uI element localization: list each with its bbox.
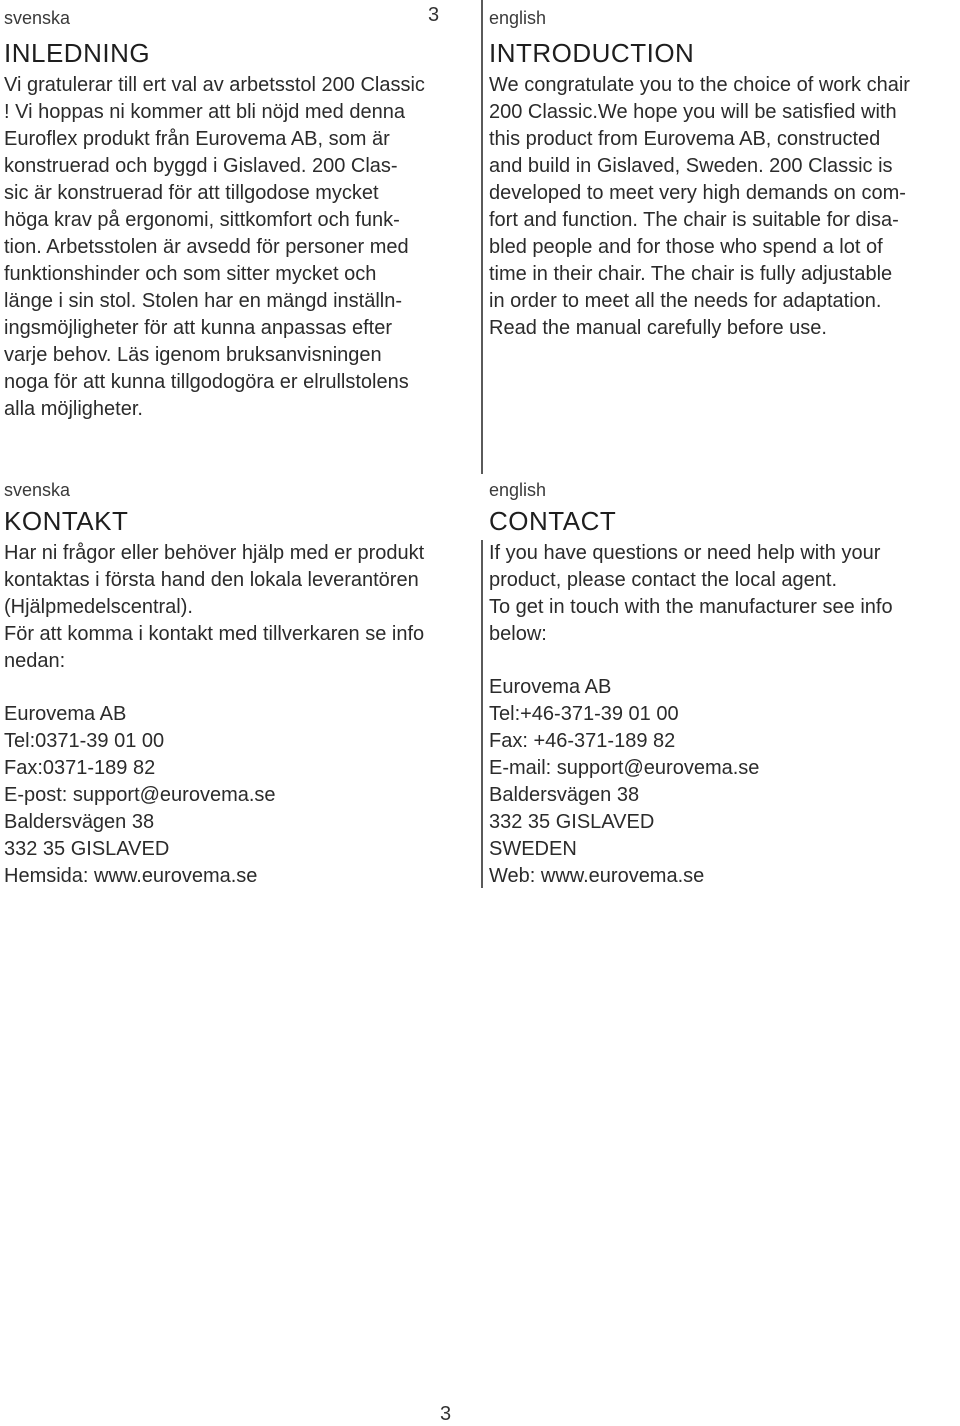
section-heading: INTRODUCTION	[489, 38, 695, 68]
page-number-bottom: 3	[440, 1403, 452, 1425]
section-heading: INLEDNING	[4, 38, 151, 68]
language-label: svenska	[4, 480, 71, 500]
contact-address: Eurovema AB Tel:0371-39 01 00 Fax:0371-189 82 E-post: support@eurovema.se Baldersvägen 38 332 35 GISLAVED Hemsida: www.eurovema.se	[4, 703, 276, 887]
language-label: english	[489, 8, 547, 28]
contact-paragraph: Har ni frågor eller behöver hjälp med er produkt kontaktas i första hand den lokala leverantören (Hjälpmedelscentral). För att komma i kontakt med tillverkaren se info nedan:	[4, 542, 425, 672]
intro-paragraph: Vi gratulerar till ert val av arbetsstol 200 Classic ! Vi hoppas ni kommer att bli nöjd med denna Euroflex produkt från Eurovema AB, som är konstruerad och byggd i Gislaved. 200 Clas- sic är konstruerad för att tillgodose mycket höga krav på ergonomi, sittkomfort och funk- tion. Arbetsstolen är avsedd för personer med funktionshinder och som sitter mycket och länge i sin stol. Stolen har en mängd inställn- ingsmöjligheter för att kunna anpassas efter varje behov. Läs igenom bruksanvisningen noga för att kunna tillgodogöra er elrullstolens alla möjligheter.	[4, 74, 425, 420]
contact-address: Eurovema AB Tel:+46-371-39 01 00 Fax: +46-371-189 82 E-mail: support@eurovema.se Baldersvägen 38 332 35 GISLAVED SWEDEN Web: www.eurovema.se	[489, 676, 760, 887]
section-heading: CONTACT	[489, 506, 617, 536]
page-number-top: 3	[428, 4, 440, 26]
intro-paragraph: We congratulate you to the choice of work chair 200 Classic.We hope you will be satisfied with this product from Eurovema AB, constructed and build in Gislaved, Sweden. 200 Classic is developed to meet very high demands on com- fort and function. The chair is suitable for disa- bled people and for those who spend a lot of time in their chair. The chair is fully adjustable in order to meet all the needs for adaptation. Read the manual carefully before use.	[489, 74, 910, 339]
section-heading: KONTAKT	[4, 506, 129, 536]
language-label: svenska	[4, 8, 71, 28]
contact-paragraph: If you have questions or need help with your product, please contact the local agent. To get in touch with the manufacturer see info below:	[489, 542, 893, 645]
language-label: english	[489, 480, 547, 500]
